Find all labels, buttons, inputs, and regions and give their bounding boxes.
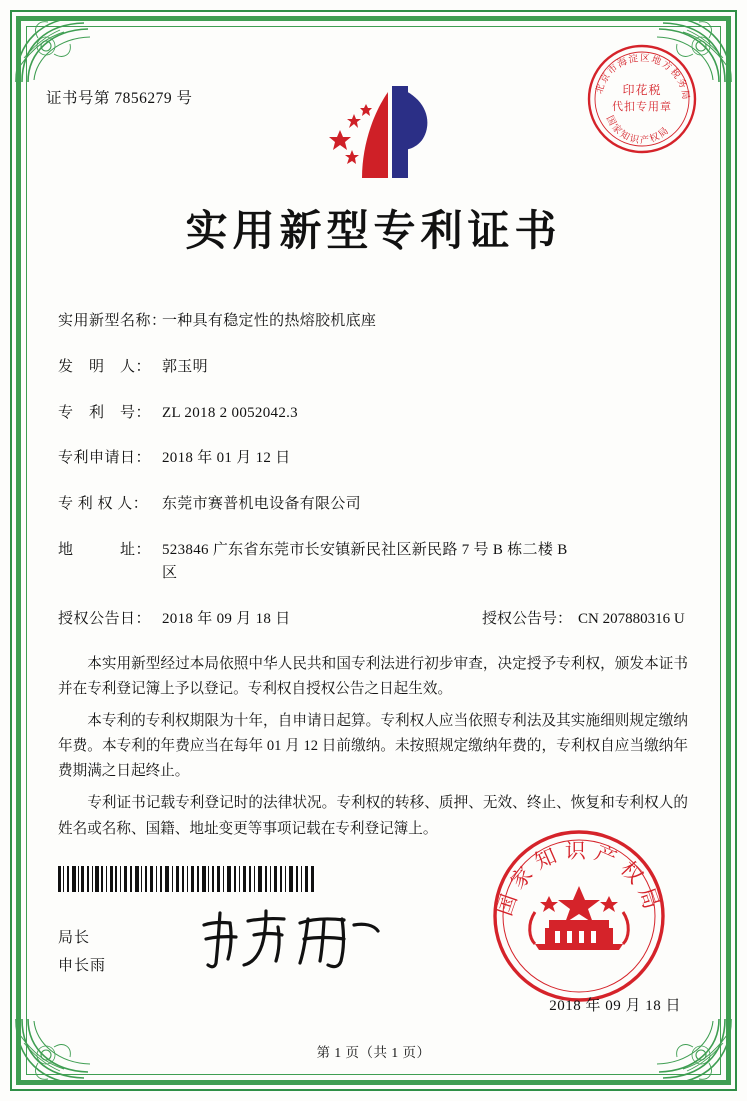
stamp-duty-seal — [583, 40, 701, 158]
field-grant-announcement — [58, 608, 698, 631]
field-label: 实用新型名称： — [58, 313, 167, 329]
field-label: 发 明 人： — [58, 358, 152, 375]
field-label: 专 利 权 人： — [58, 496, 149, 512]
barcode — [56, 866, 316, 892]
signature-block — [58, 925, 106, 981]
field-label: 专利申请日： — [58, 450, 152, 467]
field-value: ZL 2018 2 0052042.3 — [162, 404, 298, 421]
field-inventor — [58, 356, 698, 379]
field-list — [58, 310, 698, 654]
field-label: 专 利 号： — [58, 404, 152, 421]
svg-text:北京市海淀区地方税务局: 北京市海淀区地方税务局 — [594, 53, 691, 102]
field-value: 2018 年 01 月 12 日 — [162, 450, 291, 467]
signature-role-label: 局长 — [58, 930, 91, 946]
corner-ornament-icon — [12, 12, 98, 86]
handwritten-signature-icon — [196, 905, 386, 975]
legal-text — [58, 652, 688, 849]
field-value-secondary: CN 207880316 U — [578, 610, 685, 627]
field-utility-model-name — [58, 310, 698, 333]
field-label-secondary: 授权公告号： — [482, 610, 573, 627]
field-address — [58, 539, 698, 586]
page-footer: 第 1 页（共 1 页） — [316, 1045, 431, 1060]
field-label: 地 址： — [58, 541, 152, 558]
paragraph-1: 本实用新型经过本局依照中华人民共和国专利法进行初步审查，决定授予专利权，颁发本证书并在专利登记簿上予以登记。专利权自授权公告之日起生效。 — [58, 656, 688, 698]
field-application-date — [58, 447, 698, 470]
seal-date: 2018 年 09 月 18 日 — [549, 998, 681, 1014]
field-patentee — [58, 493, 698, 516]
field-value: 东莞市赛普机电设备有限公司 — [162, 496, 361, 512]
field-value-wrapper — [162, 539, 698, 586]
field-value: 郭玉明 — [162, 358, 208, 375]
paragraph-2: 本专利的专利权期限为十年，自申请日起算。专利权人应当依照专利法及其实施细则规定缴纳年费。本专利的年费应当在每年 01 月 12 日前缴纳。未按照规定缴纳年费的，专利权自应当缴纳年费期满之日起终止。 — [58, 713, 688, 780]
page-title: 实用新型专利证书 — [185, 209, 562, 255]
paragraph-3: 专利证书记载专利登记时的法律状况。专利权的转移、质押、无效、终止、恢复和专利权人的姓名或名称、国籍、地址变更等事项记载在专利登记簿上。 — [58, 795, 688, 837]
field-value: 2018 年 09 月 18 日 — [162, 610, 291, 627]
field-value: 523846 广东省东莞市长安镇新民社区新民路 7 号 B 栋二楼 B — [162, 541, 568, 558]
svg-text:国家知识产权局: 国家知识产权局 — [603, 114, 672, 147]
certificate-number: 证书号第 7856279 号 — [46, 90, 193, 107]
signature-name: 申长雨 — [58, 957, 107, 974]
svg-text:印花税: 印花税 — [622, 83, 662, 97]
svg-text:国家知识产权局: 国家知识产权局 — [492, 838, 666, 919]
field-label: 授权公告日： — [58, 610, 152, 627]
svg-text:代扣专用章: 代扣专用章 — [612, 101, 672, 113]
cnipa-logo-icon — [322, 78, 440, 188]
field-value-continued: 区 — [162, 565, 178, 581]
field-patent-number — [58, 402, 698, 425]
national-ip-administration-seal — [489, 826, 669, 1006]
field-value: 一种具有稳定性的热熔胶机底座 — [162, 313, 377, 329]
